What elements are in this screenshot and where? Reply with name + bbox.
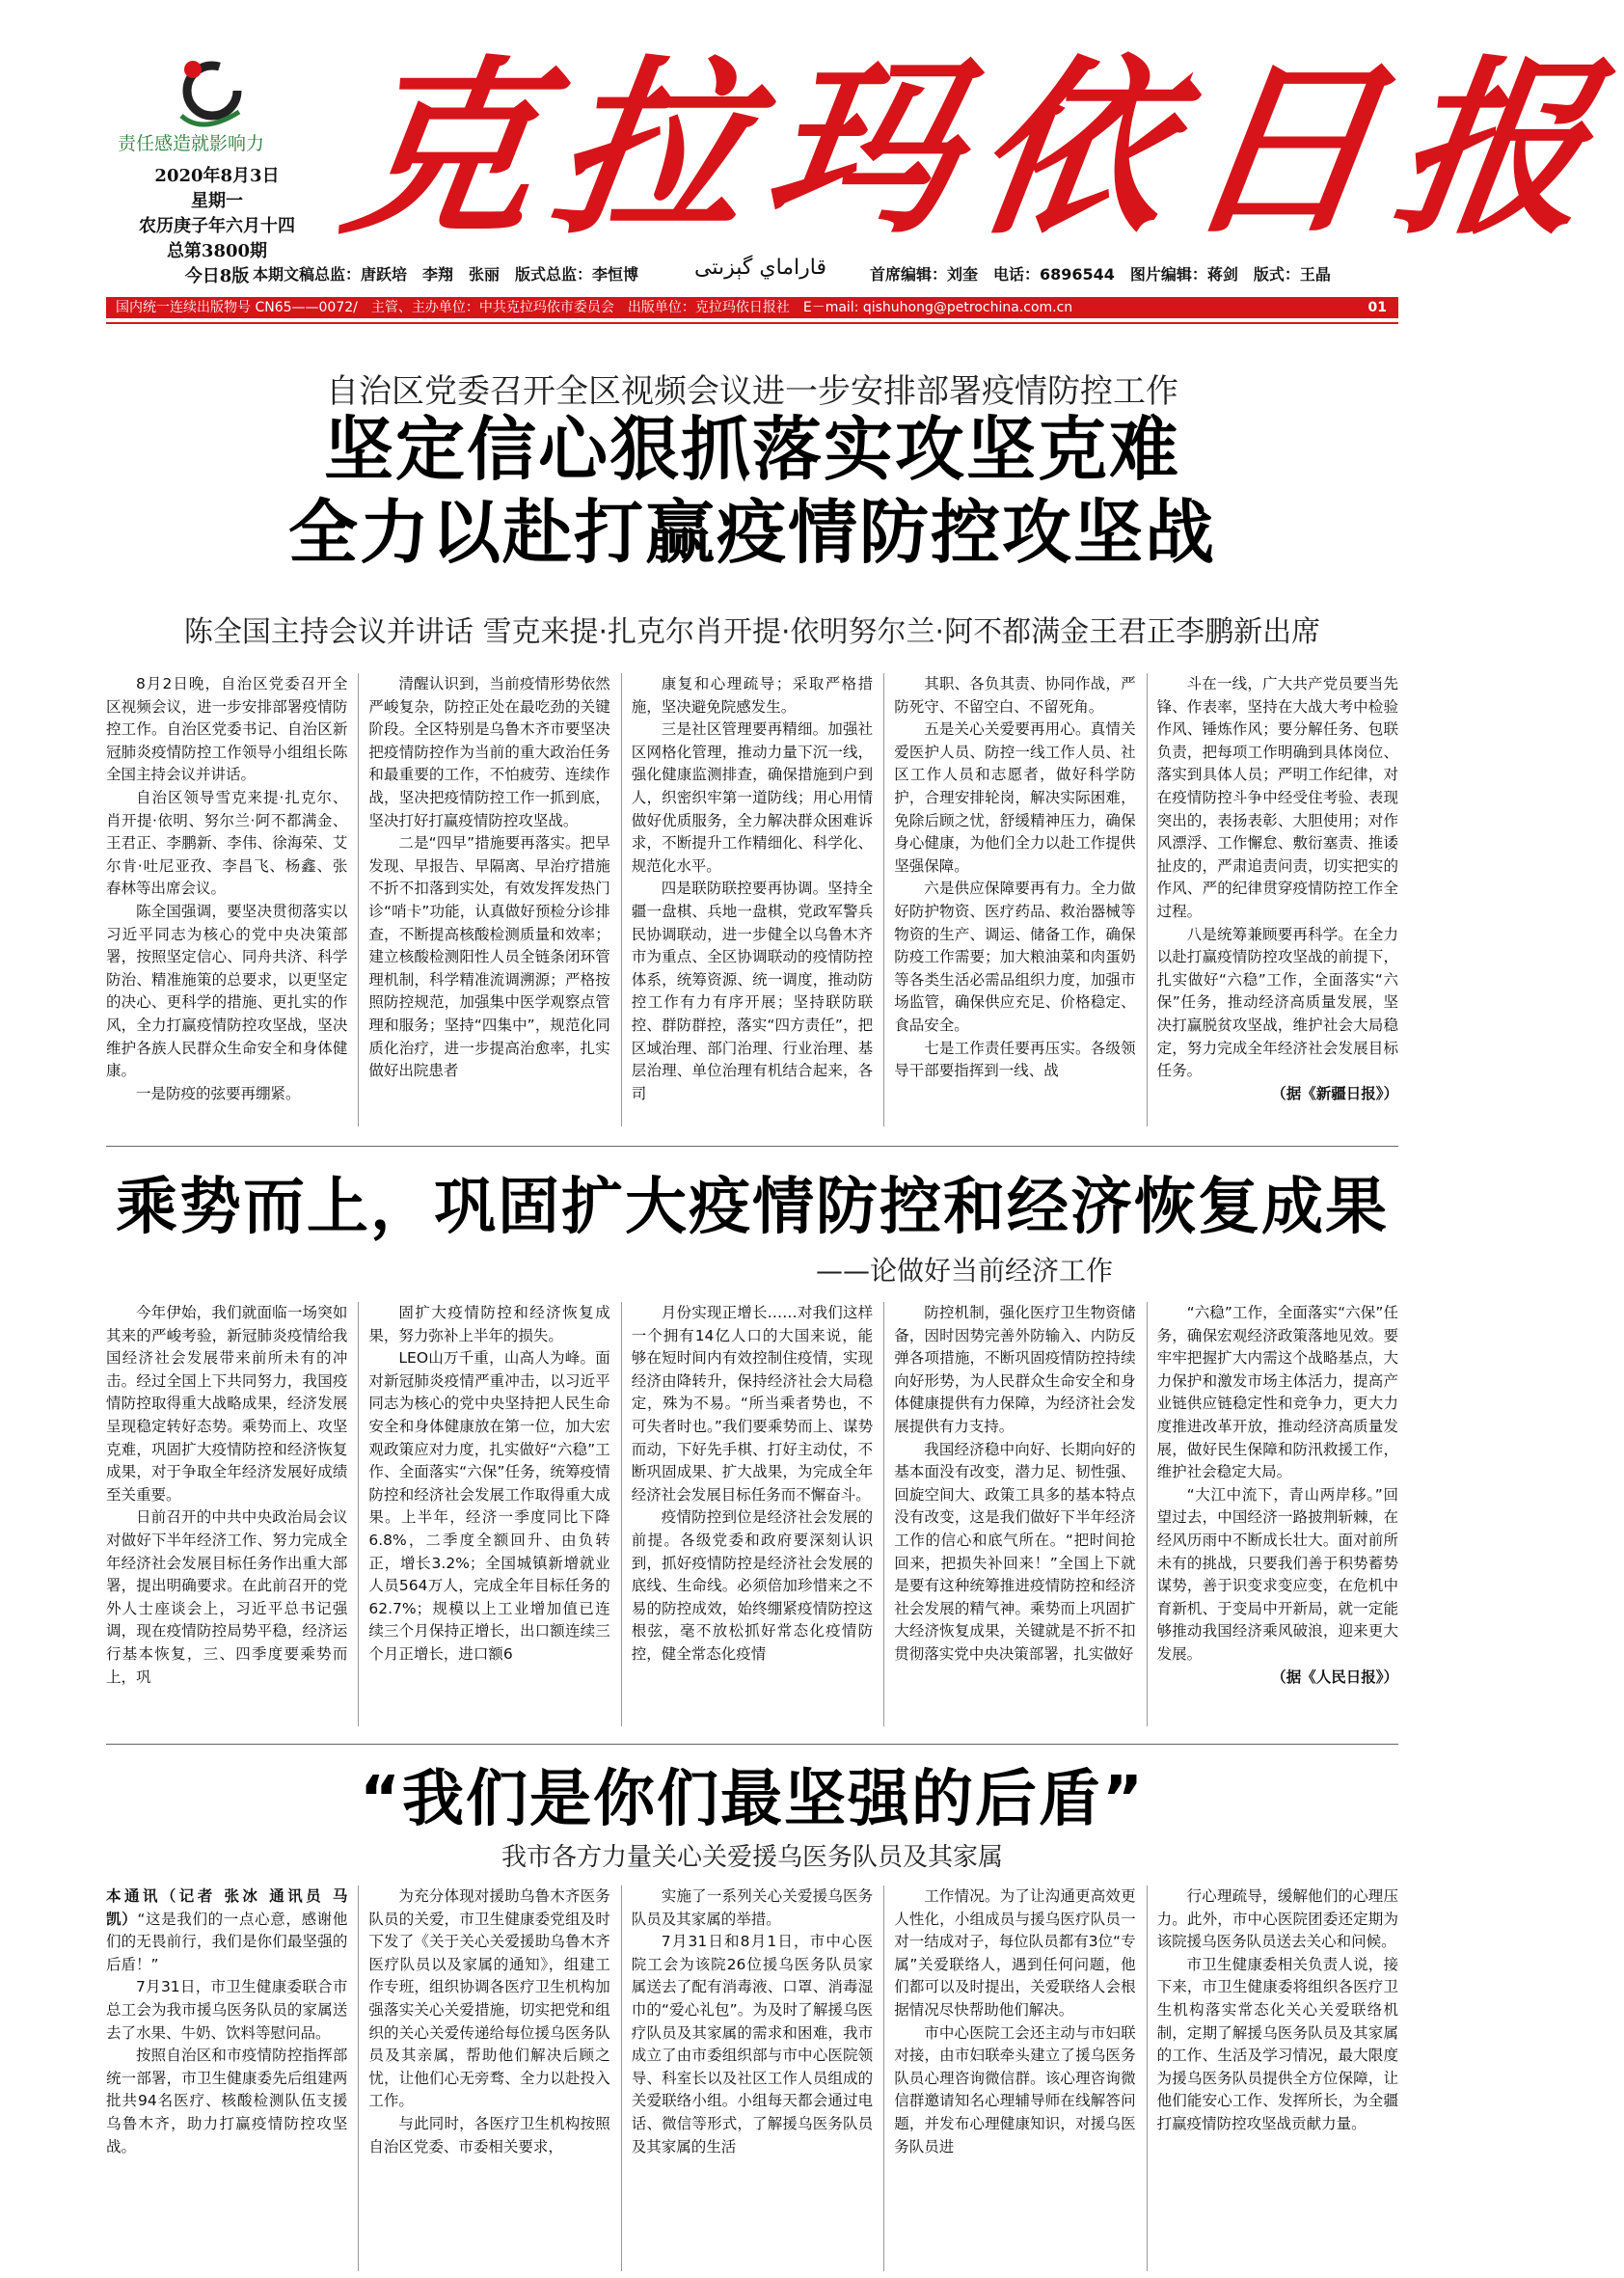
- paragraph: 自治区领导雪克来提·扎克尔、肖开提·依明、努尔兰·阿不都满金、王君正、李鹏新、李伟、徐海荣、艾尔肯·吐尼亚孜、李昌飞、杨鑫、张春林等出席会议。: [106, 788, 348, 898]
- article2-column-1: [106, 1302, 347, 1726]
- article3-subhead: 我市各方力量关心关爱援乌医务队员及其家属: [501, 1843, 1003, 1872]
- paragraph: 今年伊始，我们就面临一场突如其来的严峻考验，新冠肺炎疫情给我国经济社会发展带来前所未有的冲击。经过全国上下共同努力，我国疫情防控取得重大战略成果，经济发展呈现稳定转好态势。乘势而上、攻坚克难，巩固扩大疫情防控和经济恢复成果，对于争取全年经济发展好成绩至关重要。: [106, 1304, 348, 1504]
- paragraph: 固扩大疫情防控和经济恢复成果，努力弥补上半年的损失。: [368, 1304, 610, 1344]
- paragraph: 防控机制，强化医疗卫生物资储备，因时因势完善外防输入、内防反弹各项措施，不断巩固疫情防控持续向好形势，为人民群众生命安全和身体健康提供有力保障，为经济社会发展提供有力支持。: [894, 1304, 1136, 1435]
- weekday: 星期一: [191, 191, 243, 211]
- paragraph: 七是工作责任要再压实。各级领导干部要指挥到一线、战: [894, 1039, 1136, 1080]
- paragraph: 为充分体现对援助乌鲁木齐医务队员的关爱，市卫生健康委党组及时下发了《关于关心关爱援助乌鲁木齐医疗队员以及家属的通知》，组建工作专班，组织协调各医疗卫生机构加强落实关心关爱措施，切实把党和组织的关心关爱传递给每位援乌医务队员及其亲属，帮助他们解决后顾之忧，让他们心无旁骛、全力以赴投入工作。: [368, 1887, 610, 2110]
- article1-column-1: [106, 673, 347, 1126]
- article3-column-2: [368, 1885, 609, 2271]
- article1-headline-line1: 坚定信心狠抓落实攻坚克难: [323, 409, 1180, 490]
- article3-column-4: [894, 1885, 1135, 2271]
- paragraph: 8月2日晚，自治区党委召开全区视频会议，进一步安排部署疫情防控工作。自治区党委书记、自治区新冠肺炎疫情防控工作领导小组组长陈全国主持会议并讲话。: [106, 675, 348, 784]
- uyghur-title: قاراماي گېزىتى: [694, 256, 827, 280]
- publication-info: 国内统一连续出版物号 CN65——0072/ 主管、主办单位：中共克拉玛依市委员会 出版单位：克拉玛依日报社 E－mail: qishuhong@petrochina.com.cn: [116, 300, 1073, 315]
- article1-column-5: [1157, 673, 1398, 1126]
- paragraph: 四是联防联控要再协调。坚持全疆一盘棋、兵地一盘棋，党政军警兵民协调联动，进一步健全以乌鲁木齐市为重点、全区协调联动的疫情防控体系，统筹资源、统一调度，推动防控工作有力有序开展；坚持联防联控、群防群控，落实“四方责任”，把区域治理、部门治理、行业治理、基层治理、单位治理有机结合起来，各司: [631, 880, 874, 1102]
- column-divider: [358, 1302, 359, 1726]
- paragraph: 其职、各负其责、协同作战，严防死守、不留空白、不留死角。: [894, 675, 1136, 716]
- column-divider: [1147, 1885, 1148, 2271]
- issue-number: 总第3800期: [166, 241, 268, 261]
- paragraph: 六是供应保障要再有力。全力做好防护物资、医疗药品、救治器械等物资的生产、调运、储备工作，确保防疫工作需要；加大粮油菜和肉蛋奶等各类生活必需品组织力度，加强市场监管，确保供应充足、价格稳定、食品安全。: [894, 880, 1136, 1034]
- publication-info-bar: [106, 297, 1398, 318]
- byline: 本通讯（记者 张冰 通讯员 马凯）: [106, 1887, 348, 1928]
- paragraph: 二是“四早”措施要再落实。把早发现、早报告、早隔离、早治疗措施不折不扣落到实处，有效发挥发热门诊“哨卡”功能，认真做好预检分诊排查，不断提高核酸检测质量和效率；建立核酸检测阳性人员全链条闭环管理机制，科学精准流调溯源；严格按照防控规范，加强集中医学观察点管理和服务；坚持“四集中”，规范化同质化治疗，进一步提高治愈率，扎实做好出院患者: [368, 834, 610, 1080]
- page-count: 今日8版: [184, 266, 250, 286]
- paragraph: 与此同时，各医疗卫生机构按照自治区党委、市委相关要求，: [368, 2114, 610, 2156]
- paragraph: 7月31日，市卫生健康委联合市总工会为我市援乌医务队员的家属送去了水果、牛奶、饮料等慰问品。: [106, 1978, 348, 2042]
- slogan: 责任感造就影响力: [118, 133, 265, 154]
- article1-column-2: [368, 673, 609, 1126]
- issue-date: 2020年8月3日: [154, 166, 280, 186]
- article3-body: [106, 1885, 1398, 2271]
- section-divider: [106, 1744, 1398, 1745]
- paragraph: 月份实现正增长……对我们这样一个拥有14亿人口的大国来说，能够在短时间内有效控制住疫情，实现经济由降转升，保持经济社会大局稳定，殊为不易。“所当乘者势也，不可失者时也。”我们要乘势而上、谋势而动，下好先手棋、打好主动仗，不断巩固成果、扩大战果，为完成全年经济社会发展目标任务而不懈奋斗。: [631, 1304, 874, 1504]
- paragraph: 日前召开的中共中央政治局会议对做好下半年经济工作、努力完成全年经济社会发展目标任务作出重大部署，提出明确要求。在此前召开的党外人士座谈会上，习近平总书记强调，现在疫情防控局势平稳，经济运行基本恢复，三、四季度要乘势而上，巩: [106, 1508, 348, 1686]
- article-source: （据《新疆日报》）: [1271, 1084, 1398, 1102]
- paragraph: 斗在一线，广大共产党员要当先锋、作表率，坚持在大战大考中检验作风、锤炼作风；要分解任务、包联负责，把每项工作明确到具体岗位、落实到具体人员；严明工作纪律，对在疫情防控斗争中经受住考验、表现突出的，表扬表彰、大胆使用；对作风漂浮、工作懈怠、敷衍塞责、推诿扯皮的，严肃追责问责，切实把实的作风、严的纪律贯穿疫情防控工作全过程。: [1156, 675, 1398, 920]
- paragraph: 八是统筹兼顾要再科学。在全力以赴打赢疫情防控攻坚战的前提下，扎实做好“六稳”工作，全面落实“六保”任务，推动经济高质量发展，坚决打赢脱贫攻坚战，维护社会大局稳定，努力完成全年经济社会发展目标任务。: [1156, 925, 1398, 1080]
- paragraph: “大江中流下，青山两岸移。”回望过去，中国经济一路披荆斩棘，在经风历雨中不断成长壮大。面对前所未有的挑战，只要我们善于积势蓄势谋势，善于识变求变应变，在危机中育新机、于变局中开新局，就一定能够推动我国经济乘风破浪，迎来更大发展。: [1156, 1485, 1398, 1663]
- article2-body: [106, 1302, 1398, 1726]
- paper-title: 克拉玛依日报: [331, 39, 1624, 260]
- article3-headline: “我们是你们最坚强的后盾”: [359, 1764, 1146, 1835]
- masthead-rule: [106, 322, 1398, 324]
- article1-kicker: 自治区党委召开全区视频会议进一步安排部署疫情防控工作: [326, 372, 1178, 411]
- article2-column-5: [1157, 1302, 1398, 1726]
- paragraph: “六稳”工作，全面落实“六保”任务，确保宏观经济政策落地见效。要牢牢把握扩大内需这个战略基点，大力保护和激发市场主体活力，提高产业链供应链稳定性和竞争力，更大力度推进改革开放，推动经济高质量发展，做好民生保障和防汛救援工作，维护社会稳定大局。: [1156, 1304, 1398, 1481]
- paragraph: 清醒认识到，当前疫情形势依然严峻复杂，防控正处在最吃劲的关键阶段。全区特别是乌鲁木齐市要坚决把疫情防控作为当前的重大政治任务和最重要的工作，不怕疲劳、连续作战，坚决把疫情防控工作一抓到底，坚决打好打赢疫情防控攻坚战。: [368, 675, 610, 829]
- column-divider: [883, 673, 884, 1126]
- masthead: [0, 0, 1624, 328]
- paragraph: 工作情况。为了让沟通更高效更人性化，小组成员与援乌医疗队员一对一结成对子，每位队员都有3位“专属”关爱联络人，遇到任何问题，他们都可以及时提出，关爱联络人会根据情况尽快帮助他们解决。: [894, 1887, 1136, 2019]
- staff-contacts: 首席编辑：刘奎 电话：6896544 图片编辑：蒋剑 版式：王晶: [870, 265, 1331, 284]
- paragraph: 五是关心关爱要再用心。真情关爱医护人员、防控一线工作人员、社区工作人员和志愿者，做好科学防护，合理安排轮岗，解决实际困难，免除后顾之忧，舒缓精神压力，确保身心健康，为他们全力以赴工作提供坚强保障。: [894, 720, 1136, 875]
- paragraph: 市卫生健康委相关负责人说，接下来，市卫生健康委将组织各医疗卫生机构落实常态化关心关爱联络机制，定期了解援乌医务队员及其家属的工作、生活及学习情况，最大限度为援乌医务队员提供全方位保障，让他们能安心工作、发挥所长，为全疆打赢疫情防控攻坚战贡献力量。: [1156, 1955, 1398, 2132]
- article2-column-4: [894, 1302, 1135, 1726]
- paragraph: 7月31日和8月1日，市中心医院工会为该院26位援乌医务队员家属送去了配有消毒液、口罩、消毒湿巾的“爱心礼包”。为及时了解援乌医疗队员及其家属的需求和困难，我市成立了由市委组织部与市中心医院领导、科室长以及社区工作人员组成的关爱联络小组。小组每天都会通过电话、微信等形式，了解援乌医务队员及其家属的生活: [631, 1933, 874, 2156]
- article3-column-3: [632, 1885, 873, 2271]
- page-number: 01: [1367, 300, 1387, 315]
- column-divider: [621, 1885, 622, 2271]
- article1-subhead: 陈全国主持会议并讲话 雪克来提·扎克尔肖开提·依明努尔兰·阿不都满金王君正李鹏新出席: [183, 615, 1321, 649]
- paragraph: 市中心医院工会还主动与市妇联对接，由市妇联牵头建立了援乌医务队员心理咨询微信群。该心理咨询微信群邀请知名心理辅导师在线解答问题，并发布心理健康知识，对援乌医务队员进: [894, 2023, 1136, 2156]
- paragraph: 陈全国强调，要坚决贯彻落实以习近平同志为核心的党中央决策部署，按照坚定信心、同舟共济、科学防治、精准施策的总要求，以更坚定的决心、更科学的措施、更扎实的作风，全力打赢疫情防控攻坚战，坚决维护各族人民群众生命安全和身体健康。: [106, 902, 348, 1080]
- column-divider: [883, 1302, 884, 1726]
- paragraph: 我国经济稳中向好、长期向好的基本面没有改变，潜力足、韧性强、回旋空间大、政策工具多的基本特点没有改变，这是我们做好下半年经济工作的信心和底气所在。“把时间抢回来，把损失补回来！”全国上下就是要有这种统筹推进疫情防控和经济社会发展的精气神。乘势而上巩固扩大经济恢复成果，关键就是不折不扣贯彻落实党中央决策部署，扎实做好: [894, 1440, 1136, 1663]
- article1-headline-line2: 全力以赴打赢疫情防控攻坚战: [287, 492, 1216, 573]
- article3-column-5: [1157, 1885, 1398, 2271]
- column-divider: [621, 673, 622, 1126]
- paragraph: 疫情防控到位是经济社会发展的前提。各级党委和政府要深刻认识到，抓好疫情防控是经济社会发展的底线、生命线。必须倍加珍惜来之不易的防控成效，始终绷紧疫情防控这根弦，毫不放松抓好常态化疫情防控，健全常态化疫情: [631, 1508, 874, 1663]
- article3-column-1: [106, 1885, 347, 2271]
- column-divider: [358, 673, 359, 1126]
- paragraph: 按照自治区和市疫情防控指挥部统一部署，市卫生健康委先后组建两批共94名医疗、核酸检测队伍支援乌鲁木齐，助力打赢疫情防控攻坚战。: [106, 2047, 348, 2156]
- paragraph: LEO山万千重，山高人为峰。面对新冠肺炎疫情严重冲击，以习近平同志为核心的党中央坚持把人民生命安全和身体健康放在第一位，加大宏观政策应对力度，扎实做好“六稳”工作、全面落实“六保”任务，统筹疫情防控和经济社会发展工作取得重大成果。上半年，经济一季度同比下降6.8%，二季度全额回升、由负转正，增长3.2%；全国城镇新增就业人员564万人，完成全年目标任务的62.7%；规模以上工业增加值已连续三个月保持正增长，出口额连续三个月正增长，进口额6: [368, 1349, 610, 1663]
- paragraph: 康复和心理疏导；采取严格措施，坚决避免院感发生。: [631, 675, 874, 716]
- column-divider: [621, 1302, 622, 1726]
- staff-editors: 本期文稿总监：唐跃培 李翔 张丽 版式总监：李恒博: [253, 265, 639, 284]
- article-source: （据《人民日报》）: [1271, 1668, 1398, 1686]
- column-divider: [883, 1885, 884, 2271]
- paragraph: 实施了一系列关心关爱援乌医务队员及其家属的举措。: [631, 1887, 874, 1928]
- column-divider: [1147, 673, 1148, 1126]
- paragraph: 一是防疫的弦要再绷紧。: [136, 1084, 301, 1102]
- paragraph: 三是社区管理要再精细。加强社区网格化管理，推动力量下沉一线，强化健康监测排查，确保措施到户到人，织密织牢第一道防线；用心用情做好优质服务，全力解决群众困难诉求，不断提升工作精细化、科学化、规范化水平。: [631, 720, 874, 875]
- lunar-date: 农历庚子年六月十四: [139, 216, 295, 236]
- article2-headline: 乘势而上，巩固扩大疫情防控和经济恢复成果: [116, 1172, 1389, 1243]
- article2-column-2: [368, 1302, 609, 1726]
- article2-column-3: [632, 1302, 873, 1726]
- paragraph: 本通讯（记者 张冰 通讯员 马凯）“这是我们的一点心意，感谢他们的无畏前行，我们是你们最坚强的后盾！”: [106, 1887, 348, 1973]
- article2-subhead: ——论做好当前经济工作: [815, 1255, 1113, 1287]
- logo: [106, 48, 347, 164]
- section-divider: [106, 1146, 1398, 1147]
- paragraph: 行心理疏导，缓解他们的心理压力。此外，市中心医院团委还定期为该院援乌医务队员送去关心和问候。: [1156, 1887, 1398, 1951]
- column-divider: [1147, 1302, 1148, 1726]
- article1-column-4: [894, 673, 1135, 1126]
- column-divider: [358, 1885, 359, 2271]
- article1-column-3: [632, 673, 873, 1126]
- article1-body: [106, 673, 1398, 1126]
